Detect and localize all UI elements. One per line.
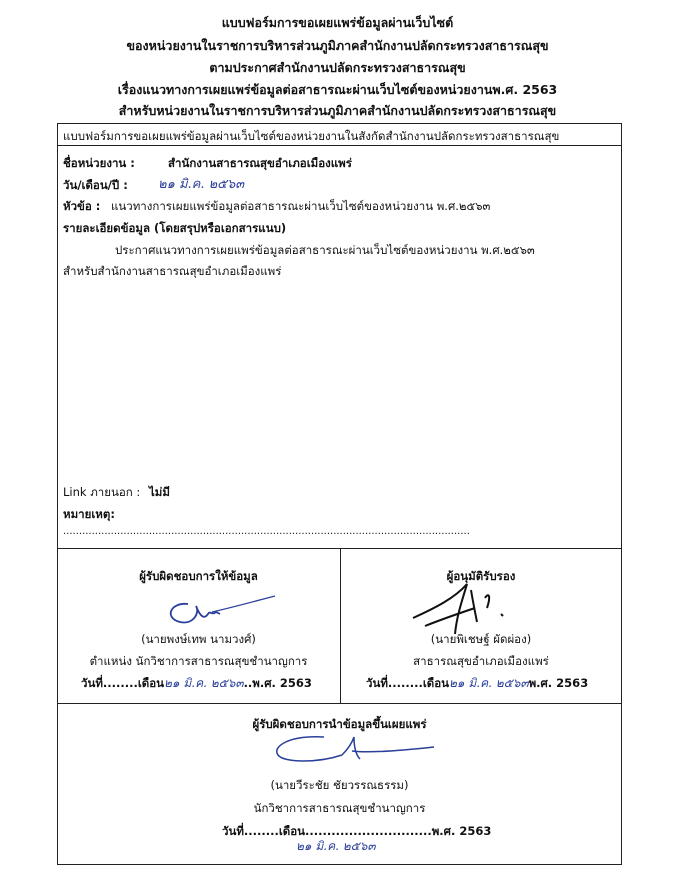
provider-position: ตำแหน่ง นักวิชาการสาธารณสุขชำนาญการ [89, 654, 308, 668]
subject-value: แนวทางการเผยแพร่ข้อมูลต่อสาธารณะผ่านเว็บไซต์ของหน่วยงาน พ.ศ.๒๕๖๓ [111, 199, 491, 213]
detail-line-2: สำหรับสำนักงานสาธารณสุขอำเภอเมืองแพร่ [63, 264, 282, 278]
approver-name: (นายพิเชษฐ์ ผัดผ่อง) [430, 632, 532, 646]
form-title: แบบฟอร์มการขอเผยแพร่ข้อมูลผ่านเว็บไซต์ของหน่วยงานในสังกัดสำนักงานปลัดกระทรวงสาธารณสุข [63, 129, 560, 143]
unit-label: ชื่อหน่วยงาน : [63, 156, 135, 170]
provider-date [81, 674, 312, 693]
publisher-name: (นายวีระชัย ชัยวรรณธรรม) [270, 778, 409, 792]
approver-heading: ผู้อนุมัติรับรอง [446, 569, 516, 583]
provider-date-hand: ๒๑ มิ.ค. ๒๕๖๓ [164, 676, 244, 690]
provider-heading: ผู้รับผิดชอบการให้ข้อมูล [139, 569, 258, 583]
date-label: วัน/เดือน/ปี : [63, 178, 128, 192]
remark-dots: ................................................................................................................................ [63, 526, 470, 537]
subject-label: หัวข้อ : [63, 199, 101, 213]
provider-name: (นายพงษ์เทพ นามวงศ์) [141, 632, 256, 646]
publisher-position: นักวิชาการสาธารณสุขชำนาญการ [253, 801, 426, 815]
provider-date-suffix: ..พ.ศ. 2563 [243, 676, 312, 690]
header-line-2: ของหน่วยงานในราชการบริหารส่วนภูมิภาคสำนักงานปลัดกระทรวงสาธารณสุข [126, 38, 549, 53]
detail-label: รายละเอียดข้อมูล (โดยสรุปหรือเอกสารแนบ) [63, 221, 287, 235]
date-value: ๒๑ มิ.ค. ๒๕๖๓ [158, 177, 245, 192]
header-line-1: แบบฟอร์มการขอเผยแพร่ข้อมูลผ่านเว็บไซต์ [221, 15, 454, 30]
detail-line-1: ประกาศแนวทางการเผยแพร่ข้อมูลต่อสาธารณะผ่านเว็บไซต์ของหน่วยงาน พ.ศ.๒๕๖๓ [115, 243, 535, 257]
link-value: ไม่มี [149, 485, 170, 499]
unit-value: สำนักงานสาธารณสุขอำเภอเมืองแพร่ [168, 156, 352, 170]
approver-position: สาธารณสุขอำเภอเมืองแพร่ [413, 654, 549, 668]
provider-date-prefix: วันที่........เดือน [81, 676, 165, 690]
publisher-heading: ผู้รับผิดชอบการนำข้อมูลขึ้นเผยแพร่ [252, 717, 427, 731]
link-label: Link ภายนอก : [63, 485, 141, 499]
approver-date-hand: ๒๑ มิ.ค. ๒๕๖๓ [449, 676, 529, 690]
approver-date-suffix: พ.ศ. 2563 [528, 676, 589, 690]
approver-signature [405, 578, 525, 638]
remark-label: หมายเหตุ: [63, 507, 115, 521]
publisher-signature [268, 733, 438, 767]
approver-date [366, 674, 588, 693]
provider-signature [160, 592, 280, 632]
header-line-4: เรื่องแนวทางการเผยแพร่ข้อมูลต่อสาธารณะผ่านเว็บไซต์ของหน่วยงานพ.ศ. 2563 [117, 82, 558, 97]
header-line-3: ตามประกาศสำนักงานปลัดกระทรวงสาธารณสุข [209, 60, 466, 75]
approver-date-prefix: วันที่........เดือน [366, 676, 450, 690]
signature-divider [57, 703, 622, 704]
publisher-date-hand: ๒๑ มิ.ค. ๒๕๖๓ [296, 839, 376, 853]
header-line-5: สำหรับหน่วยงานในราชการบริหารส่วนภูมิภาคสำนักงานปลัดกระทรวงสาธารณสุข [118, 103, 557, 118]
publisher-date-line: วันที่........เดือน.............................พ.ศ. 2563 [222, 824, 492, 838]
